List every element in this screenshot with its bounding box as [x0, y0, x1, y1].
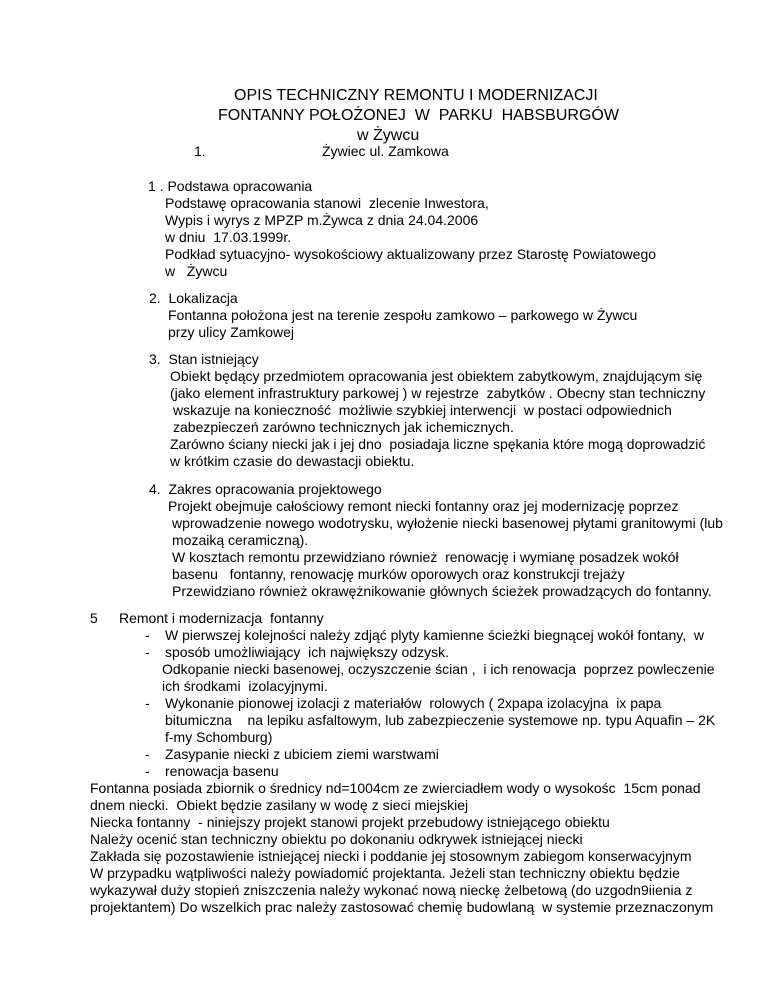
- section-5-item: Zasypanie niecki z ubiciem ziemi warstwami: [165, 746, 439, 762]
- paragraph-line: Zakłada się pozostawienie istniejącej niecki i poddanie jej stosownym zabiegom konserwacyjnym: [90, 848, 692, 864]
- title-line-3: w Żywcu: [357, 127, 420, 144]
- section-1-line: Podstawę opracowania stanowi zlecenie Inwestora,: [165, 195, 489, 211]
- paragraph-line: Należy ocenić stan techniczny obiektu po dokonaniu odkrywek istniejącej niecki: [90, 831, 583, 847]
- paragraph-line: Fontanna posiada zbiornik o średnicy nd=1004cm ze zwierciadłem wody o wysokośc 15cm ponad: [90, 780, 701, 796]
- section-3-line: (jako element infrastruktury parkowej ) w rejestrze zabytków . Obecny stan techniczny: [170, 385, 706, 401]
- section-4-heading: 4. Zakres opracowania projektowego: [149, 481, 382, 497]
- paragraph-line: wykazywał duży stopień zniszczenia należy wykonać nową nieckę żelbetową (do uzgodn9iienia z: [90, 882, 693, 898]
- section-5-item: f-my Schomburg): [165, 729, 273, 745]
- section-5-item: bitumiczna na lepiku asfaltowym, lub zabezpieczenie systemowe np. typu Aquafin – 2K: [165, 712, 716, 728]
- section-2-line: przy ulicy Zamkowej: [168, 324, 295, 340]
- paragraph-line: Niecka fontanny - niniejszy projekt stanowi projekt przebudowy istniejącego obiektu: [90, 814, 610, 830]
- section-5-item: Wykonanie pionowej izolacji z materiałów rolowych ( 2xpapa izolacyjna ix papa: [165, 695, 662, 711]
- section-4-line: mozaiką ceramiczną).: [172, 532, 309, 548]
- section-4-line: Projekt obejmuje całościowy remont niecki fontanny oraz jej modernizację poprzez: [168, 498, 679, 514]
- section-5-item: W pierwszej kolejności należy zdjąć plyty kamienne ścieżki biegnącej wokół fontany, w: [165, 627, 704, 643]
- section-5-item: ich środkami izolacyjnymi.: [162, 678, 328, 694]
- section-1-line: Wypis i wyrys z MPZP m.Żywca z dnia 24.04.2006: [165, 212, 479, 228]
- location-address: Żywiec ul. Zamkowa: [322, 143, 449, 159]
- list-dash: -: [145, 695, 150, 711]
- section-5-item: Odkopanie niecki basenowej, oczyszczenie ścian , i ich renowacja poprzez powleczenie: [162, 661, 715, 677]
- list-dash: -: [145, 746, 150, 762]
- paragraph-line: projektantem) Do wszelkich prac należy zastosować chemię budowlaną w systemie przeznaczonym: [90, 899, 714, 915]
- section-4-line: Przewidziano również okrawężnikowanie głównych ścieżek prowadzących do fontanny.: [172, 583, 712, 599]
- section-1-line: w Żywcu: [165, 263, 228, 279]
- list-dash: -: [145, 627, 150, 643]
- section-2-line: Fontanna położona jest na terenie zespołu zamkowo – parkowego w Żywcu: [168, 307, 638, 323]
- section-3-line: zabezpieczeń zarówno technicznych jak ichemicznych.: [173, 419, 514, 435]
- list-dash: -: [145, 763, 150, 779]
- section-5-item: sposób umożliwiający ich największy odzysk.: [165, 644, 449, 660]
- section-3-line: Zarówno ściany niecki jak i jej dno posiadaja liczne spękania które mogą doprowadzić: [170, 436, 706, 452]
- paragraph-line: dnem niecki. Obiekt będzie zasilany w wodę z sieci miejskiej: [90, 797, 469, 813]
- section-3-line: wskazuje na konieczność możliwie szybkiej interwencji w postaci odpowiednich: [173, 402, 672, 418]
- section-3-line: w krótkim czasie do dewastacji obiektu.: [170, 453, 415, 469]
- title-line-2: FONTANNY POŁOŻONEJ W PARKU HABSBURGÓW: [218, 107, 619, 124]
- title-line-1: OPIS TECHNICZNY REMONTU I MODERNIZACJI: [234, 87, 598, 104]
- section-4-line: wprowadzenie nowego wodotrysku, wyłożenie niecki basenowej płytami granitowymi (lub: [172, 515, 723, 531]
- section-5-item: renowacja basenu: [165, 763, 279, 779]
- section-1-line: Podkład sytuacyjno- wysokościowy aktualizowany przez Starostę Powiatowego: [165, 246, 657, 262]
- section-2-heading: 2. Lokalizacja: [149, 290, 238, 306]
- paragraph-line: W przypadku wątpliwości należy powiadomić projektanta. Jeżeli stan techniczny obiektu będzie: [90, 865, 680, 881]
- section-3-line: Obiekt będący przedmiotem opracowania jest obiektem zabytkowym, znajdującym się: [170, 368, 703, 384]
- section-4-line: basenu fontanny, renowację murków oporowych oraz konstrukcji trejaży: [172, 566, 625, 582]
- section-5-number: 5: [90, 610, 98, 626]
- section-1-heading: 1 . Podstawa opracowania: [148, 178, 313, 194]
- section-5-heading: Remont i modernizacja fontanny: [119, 610, 324, 626]
- list-dash: -: [145, 644, 150, 660]
- section-1-line: w dniu 17.03.1999r.: [165, 229, 292, 245]
- section-3-heading: 3. Stan istniejący: [149, 351, 259, 367]
- section-4-line: W kosztach remontu przewidziano również renowację i wymianę posadzek wokół: [172, 549, 679, 565]
- location-number: 1.: [194, 143, 206, 159]
